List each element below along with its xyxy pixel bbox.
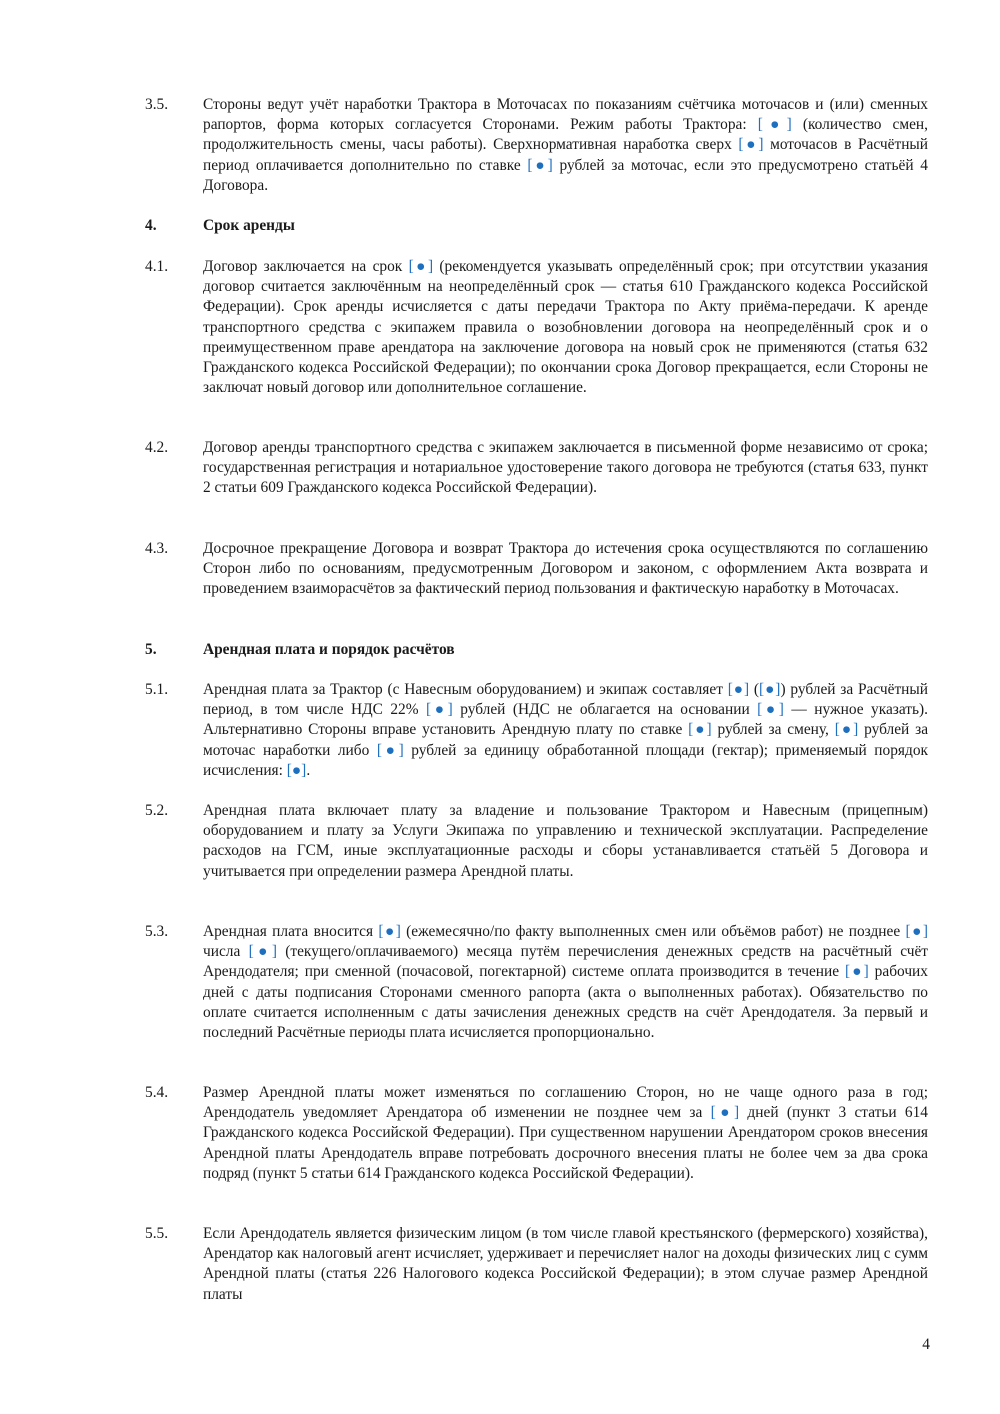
clause-number: 4.1. — [145, 258, 169, 275]
section-heading-5 — [145, 640, 928, 660]
clause-number: 4.3. — [145, 540, 169, 557]
clause-text — [203, 801, 928, 882]
text-run: рублей (НДС не облагается на основании — [452, 701, 758, 719]
placeholder-field: [●] — [408, 258, 434, 275]
text-run: числа — [203, 943, 249, 961]
placeholder-field: [●] — [759, 681, 781, 698]
text-run: (рекомендуется указывать определённый срок; при отсутствии указания договор считается заключённым на неопределённый срок — статья 610 Гражданского кодекса Российской Федерации). Срок аренды исчисляется с даты передачи Трактора по Акту приёма-передачи. К аренде транспортного средства с экипажем правила о возобновлении договора на неопределённый срок и о преимущественном праве арендатора на заключение договора на новый срок не применяются (статья 632 Гражданского кодекса Российской Федерации); по окончании срока Договор прекращается, если Стороны не заключат новый договор или дополнительное соглашение. — [203, 258, 929, 397]
placeholder-field: [●] — [527, 156, 553, 174]
placeholder-field: [●] — [286, 761, 307, 779]
text-run: Размер Арендной платы может изменяться по соглашению Сторон, но не чаще одного раза в год; Арендодатель уведомляет Арендатора об изменении не позднее чем за — [203, 1084, 928, 1122]
text-run: ( — [749, 681, 760, 698]
clause-5-4 — [145, 1083, 928, 1184]
clause-4-2 — [145, 438, 928, 499]
text-run: Арендная плата за Трактор (с Навесным оборудованием) и экипаж составляет — [203, 681, 728, 698]
clause-4-1 — [145, 257, 928, 398]
clause-number: 5.3. — [145, 923, 169, 940]
section-heading-4 — [145, 216, 928, 236]
placeholder-field: [●] — [834, 721, 859, 739]
text-run: Стороны ведут учёт наработки Трактора в Моточасах по показаниям счётчика моточасов и (или) сменных рапортов, форма которых согласуется Сторонами. Режим работы Трактора: — [203, 96, 928, 134]
text-run: Арендная плата и порядок расчётов — [203, 641, 455, 658]
placeholder-field: [●] — [378, 923, 401, 940]
text-run: рублей за единицу обработанной площади (гектар); применяемый порядок исчисления: — [203, 741, 929, 779]
text-run: (текущего/оплачиваемого) месяца путём перечисления денежных средств на расчётный счёт Арендодателя; при сменной (почасовой, погектарной) системе оплата производится в течение — [203, 943, 929, 981]
text-run: Срок аренды — [203, 217, 295, 234]
placeholder-field: [●] — [905, 923, 929, 940]
text-run: Если Арендодатель является физическим лицом (в том числе главой крестьянского (фермерского) хозяйства), Арендатор как налоговый агент исчисляет, удерживает и перечисляет налог на доходы физических лиц с сумм Арендной платы (статья 226 Налогового кодекса Российской Федерации); в этом случае размер Арендной платы — [203, 1225, 928, 1303]
text-run: (количество смен, продолжительность смены, часы работы). Сверхнормативная наработка сверх — [203, 116, 928, 154]
placeholder-field: [●] — [738, 136, 764, 154]
text-run: Договор аренды транспортного средства с экипажем заключается в письменной форме независимо от срока; государственная регистрация и нотариальное удостоверение такого договора не требуются (статья 633, пункт 2 статьи 609 Гражданского кодекса Российской Федерации). — [203, 439, 928, 497]
clause-5-3 — [145, 922, 928, 1043]
section-title — [203, 640, 928, 660]
placeholder-field: [●] — [757, 701, 784, 719]
clause-5-2 — [145, 801, 928, 882]
text-run: рабочих дней с даты подписания Сторонами сменного рапорта (акта о выполненных работах). Обязательство по оплате считается исполненным с даты зачисления денежных средств на счёт Арендодателя. За первый и последний Расчётные периоды плата исчисляется пропорционально. — [203, 963, 928, 1042]
clause-text — [203, 1083, 928, 1184]
clause-4-3 — [145, 539, 928, 600]
clause-5-5 — [145, 1224, 928, 1305]
clause-number: 5.2. — [145, 802, 169, 819]
placeholder-field: [●] — [688, 721, 712, 739]
text-run: ) рублей за Расчётный период, в том числе НДС 22% — [203, 681, 928, 719]
text-run: . — [306, 761, 311, 779]
clause-number: 5.1. — [145, 681, 169, 698]
text-run: Досрочное прекращение Договора и возврат Трактора до истечения срока осуществляются по соглашению Сторон либо по основаниям, предусмотренным Договором и законом, с оформлением Акта возврата и проведением взаиморасчётов за фактический период пользования и фактическую наработку в Моточасах. — [203, 540, 928, 598]
clause-text — [203, 438, 928, 499]
clause-text — [203, 1224, 928, 1305]
placeholder-field: [●] — [426, 701, 453, 719]
page-number: 4 — [922, 1336, 930, 1353]
text-run: Арендная плата вносится — [203, 923, 379, 940]
placeholder-field: [●] — [727, 681, 750, 698]
section-number: 5. — [145, 641, 157, 658]
placeholder-field: [●] — [845, 963, 869, 981]
text-run: дней (пункт 3 статьи 614 Гражданского кодекса Российской Федерации). При существенном нарушении Арендатором сроков внесения Арендной платы Арендодатель вправе потребовать досрочного внесения платы не более чем за два срока подряд (пункт 5 статьи 614 Гражданского кодекса Российской Федерации). — [203, 1104, 929, 1182]
clause-text — [203, 539, 928, 600]
clause-text — [203, 257, 928, 398]
placeholder-field: [●] — [376, 741, 404, 759]
text-run: (ежемесячно/по факту выполненных смен или объёмов работ) не позднее — [400, 923, 906, 940]
text-run: моточасов в Расчётный период оплачивается дополнительно по ставке — [203, 136, 929, 174]
clause-5-1 — [145, 680, 928, 781]
placeholder-field: [●] — [248, 943, 277, 961]
clause-text — [203, 95, 928, 196]
text-run: — нужное указать). Альтернативно Стороны вправе установить Арендную плату по ставке — [203, 701, 929, 739]
placeholder-field: [●] — [757, 116, 792, 134]
clause-number: 5.4. — [145, 1084, 169, 1101]
text-run: рублей за моточас наработки либо — [203, 721, 929, 759]
placeholder-field: [●] — [710, 1104, 740, 1122]
clause-number: 5.5. — [145, 1225, 169, 1242]
clause-text — [203, 922, 928, 1043]
text-run: рублей за моточас, если это предусмотрено статьёй 4 Договора. — [203, 156, 928, 194]
clause-number: 4.2. — [145, 439, 169, 456]
section-number: 4. — [145, 217, 157, 234]
clause-number: 3.5. — [145, 96, 169, 113]
section-title — [203, 216, 928, 236]
text-run: рублей за смену, — [711, 721, 835, 739]
text-run: Арендная плата включает плату за владение и пользование Трактором и Навесным (прицепным) оборудованием и плату за Услуги Экипажа по управлению и технической эксплуатации. Распределение расходов на ГСМ, иные эксплуатационные расходы и сборы устанавливается статьёй 5 Договора и учитывается при определении размера Арендной платы. — [203, 802, 928, 880]
clause-3-5 — [145, 95, 928, 196]
clause-text — [203, 680, 928, 781]
text-run: Договор заключается на срок — [203, 258, 409, 275]
